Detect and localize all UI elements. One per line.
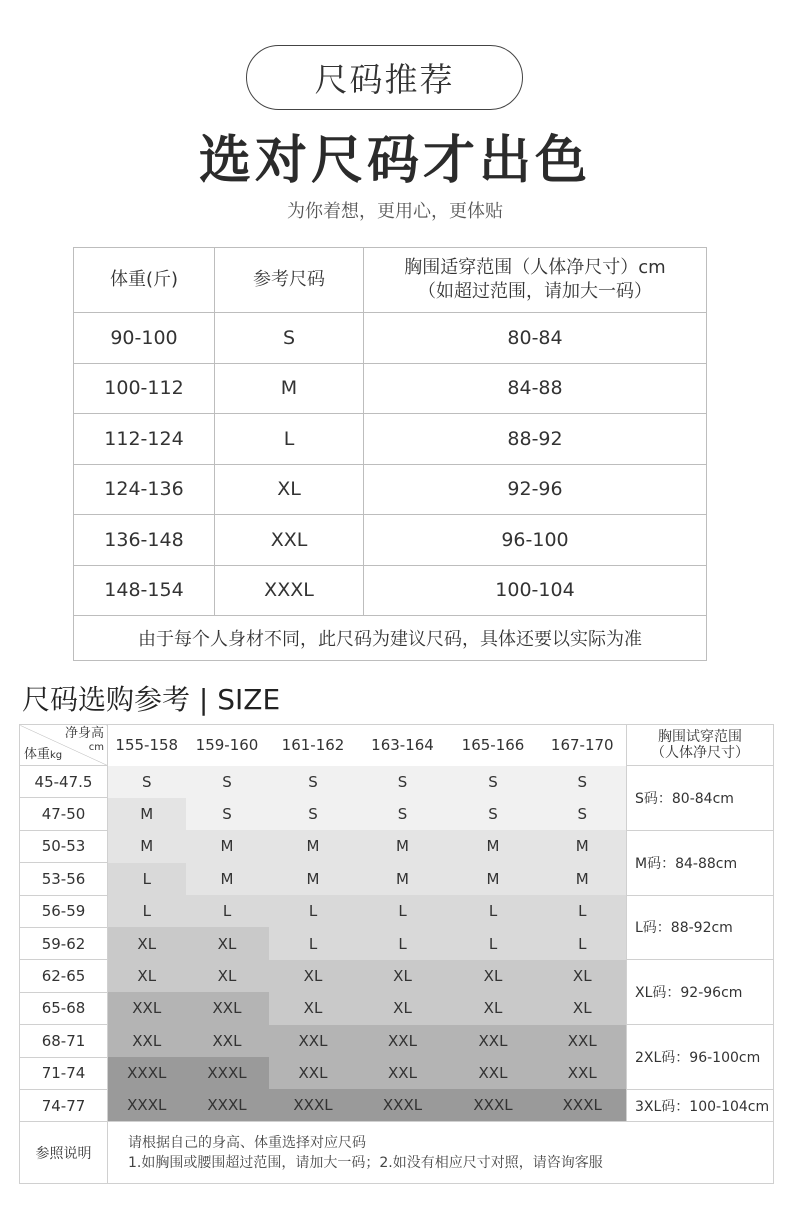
- weight-range-cell: 65-68: [20, 992, 108, 1024]
- weight-range-cell: 50-53: [20, 830, 108, 862]
- size-cell: L: [358, 895, 448, 927]
- size-cell: M: [108, 830, 186, 862]
- table-note: 由于每个人身材不同，此尺码为建议尺码，具体还要以实际为准: [74, 616, 707, 661]
- header-size: 参考尺码: [215, 248, 364, 313]
- weight-range-cell: 68-71: [20, 1025, 108, 1057]
- size-cell: XXL: [448, 1025, 539, 1057]
- grid-note-row: [20, 1122, 774, 1184]
- grid-header-row: [20, 725, 774, 766]
- size-cell: M: [186, 830, 269, 862]
- size-cell: XXL: [358, 1025, 448, 1057]
- row-size: M: [215, 363, 364, 414]
- size-cell: XL: [269, 960, 358, 992]
- row-chest: 88-92: [364, 414, 707, 465]
- size-cell: XL: [108, 927, 186, 959]
- height-header: 167-170: [539, 725, 627, 766]
- size-cell: XL: [358, 992, 448, 1024]
- row-weight: 90-100: [74, 313, 215, 364]
- size-cell: XXL: [539, 1025, 627, 1057]
- size-cell: XXL: [269, 1025, 358, 1057]
- size-cell: S: [186, 798, 269, 830]
- size-cell: XXXL: [269, 1089, 358, 1121]
- chest-range-cell: S码：80-84cm: [627, 766, 774, 831]
- weight-range-cell: 74-77: [20, 1089, 108, 1121]
- size-cell: M: [108, 798, 186, 830]
- grid-corner-cell: [20, 725, 108, 766]
- size-cell: S: [108, 766, 186, 798]
- table-row: [74, 464, 707, 515]
- weight-range-cell: 53-56: [20, 863, 108, 895]
- row-weight: 112-124: [74, 414, 215, 465]
- size-cell: M: [358, 830, 448, 862]
- size-cell: XXXL: [448, 1089, 539, 1121]
- height-header: 159-160: [186, 725, 269, 766]
- size-cell: L: [448, 927, 539, 959]
- row-chest: 84-88: [364, 363, 707, 414]
- size-cell: M: [186, 863, 269, 895]
- size-cell: XXL: [108, 992, 186, 1024]
- size-cell: XL: [186, 927, 269, 959]
- weight-range-cell: 56-59: [20, 895, 108, 927]
- row-chest: 100-104: [364, 565, 707, 616]
- size-cell: S: [358, 798, 448, 830]
- size-cell: S: [186, 766, 269, 798]
- height-header: 163-164: [358, 725, 448, 766]
- note-label: 参照说明: [20, 1122, 108, 1184]
- size-cell: XL: [269, 992, 358, 1024]
- size-cell: M: [539, 830, 627, 862]
- size-cell: L: [358, 927, 448, 959]
- row-weight: 148-154: [74, 565, 215, 616]
- weight-range-cell: 62-65: [20, 960, 108, 992]
- page-subline: 为你着想，更用心，更体贴: [287, 201, 503, 222]
- size-cell: XXXL: [186, 1057, 269, 1089]
- size-cell: XL: [539, 960, 627, 992]
- size-cell: M: [448, 830, 539, 862]
- size-cell: M: [358, 863, 448, 895]
- size-cell: L: [186, 895, 269, 927]
- chest-range-cell: XL码：92-96cm: [627, 960, 774, 1025]
- table-row: [74, 414, 707, 465]
- weight-range-cell: 71-74: [20, 1057, 108, 1089]
- size-recommendation-table: [73, 247, 707, 661]
- size-cell: L: [108, 895, 186, 927]
- size-cell: S: [448, 766, 539, 798]
- table-row: [74, 565, 707, 616]
- size-cell: S: [539, 798, 627, 830]
- size-cell: L: [539, 895, 627, 927]
- size-cell: L: [269, 895, 358, 927]
- page-headline: 选对尺码才出色: [198, 131, 591, 191]
- size-cell: XL: [448, 960, 539, 992]
- size-cell: M: [269, 863, 358, 895]
- header-chest-line2: （如超过范围，请加大一码）: [418, 281, 652, 302]
- size-cell: S: [269, 798, 358, 830]
- size-cell: XXXL: [108, 1089, 186, 1121]
- size-cell: L: [269, 927, 358, 959]
- size-cell: S: [448, 798, 539, 830]
- size-cell: M: [539, 863, 627, 895]
- row-chest: 92-96: [364, 464, 707, 515]
- size-cell: XL: [448, 992, 539, 1024]
- size-cell: XXXL: [539, 1089, 627, 1121]
- table-note-row: [74, 616, 707, 661]
- size-cell: XXL: [269, 1057, 358, 1089]
- size-cell: XL: [358, 960, 448, 992]
- size-cell: L: [539, 927, 627, 959]
- height-header: 165-166: [448, 725, 539, 766]
- row-weight: 136-148: [74, 515, 215, 566]
- row-size: XXL: [215, 515, 364, 566]
- size-cell: XXXL: [108, 1057, 186, 1089]
- chest-range-cell: 2XL码：96-100cm: [627, 1025, 774, 1090]
- size-cell: XL: [539, 992, 627, 1024]
- section-pill: [246, 45, 523, 110]
- table-row: [74, 363, 707, 414]
- size-cell: XXL: [186, 1025, 269, 1057]
- size-cell: M: [269, 830, 358, 862]
- size-cell: XXL: [108, 1025, 186, 1057]
- grid-row: [20, 960, 774, 992]
- table-header-row: [74, 248, 707, 313]
- note-line: 请根据自己的身高、体重选择对应尺码: [128, 1134, 366, 1151]
- header-chest: [364, 248, 707, 313]
- size-cell: XXXL: [186, 1089, 269, 1121]
- size-cell: S: [539, 766, 627, 798]
- chest-range-header: 胸围试穿范围 （人体净尺寸）: [627, 725, 774, 766]
- row-size: XXXL: [215, 565, 364, 616]
- grid-row: [20, 1089, 774, 1121]
- note-line: 1.如胸围或腰围超过范围，请加大一码；2.如没有相应尺寸对照，请咨询客服: [128, 1154, 603, 1171]
- size-cell: XXL: [448, 1057, 539, 1089]
- size-cell: S: [269, 766, 358, 798]
- row-weight: 100-112: [74, 363, 215, 414]
- row-chest: 80-84: [364, 313, 707, 364]
- weight-range-cell: 45-47.5: [20, 766, 108, 798]
- row-size: L: [215, 414, 364, 465]
- size-cell: L: [448, 895, 539, 927]
- corner-weight-label: 体重kg: [24, 747, 63, 762]
- height-header: 161-162: [269, 725, 358, 766]
- note-text: [108, 1122, 774, 1184]
- size-cell: XXL: [539, 1057, 627, 1089]
- pill-label: 尺码推荐: [314, 60, 455, 99]
- size-cell: XXL: [358, 1057, 448, 1089]
- height-header: 155-158: [108, 725, 186, 766]
- corner-height-label: 净身高 cm: [64, 726, 104, 753]
- header-chest-line1: 胸围适穿范围（人体净尺寸）cm: [404, 257, 666, 278]
- chest-range-cell: M码：84-88cm: [627, 830, 774, 895]
- grid-row: [20, 766, 774, 798]
- header-weight: 体重(斤): [74, 248, 215, 313]
- grid-row: [20, 895, 774, 927]
- weight-range-cell: 59-62: [20, 927, 108, 959]
- weight-range-cell: 47-50: [20, 798, 108, 830]
- size-cell: S: [358, 766, 448, 798]
- chest-range-cell: 3XL码：100-104cm: [627, 1089, 774, 1121]
- size-selection-grid: [19, 724, 774, 1184]
- row-size: XL: [215, 464, 364, 515]
- row-chest: 96-100: [364, 515, 707, 566]
- grid-row: [20, 830, 774, 862]
- size-cell: XL: [108, 960, 186, 992]
- size-cell: M: [448, 863, 539, 895]
- chest-range-cell: L码：88-92cm: [627, 895, 774, 960]
- table-row: [74, 515, 707, 566]
- section-title: 尺码选购参考 | SIZE: [22, 683, 281, 716]
- row-weight: 124-136: [74, 464, 215, 515]
- row-size: S: [215, 313, 364, 364]
- size-cell: XL: [186, 960, 269, 992]
- size-cell: XXL: [186, 992, 269, 1024]
- table-row: [74, 313, 707, 364]
- size-cell: L: [108, 863, 186, 895]
- grid-row: [20, 1025, 774, 1057]
- size-cell: XXXL: [358, 1089, 448, 1121]
